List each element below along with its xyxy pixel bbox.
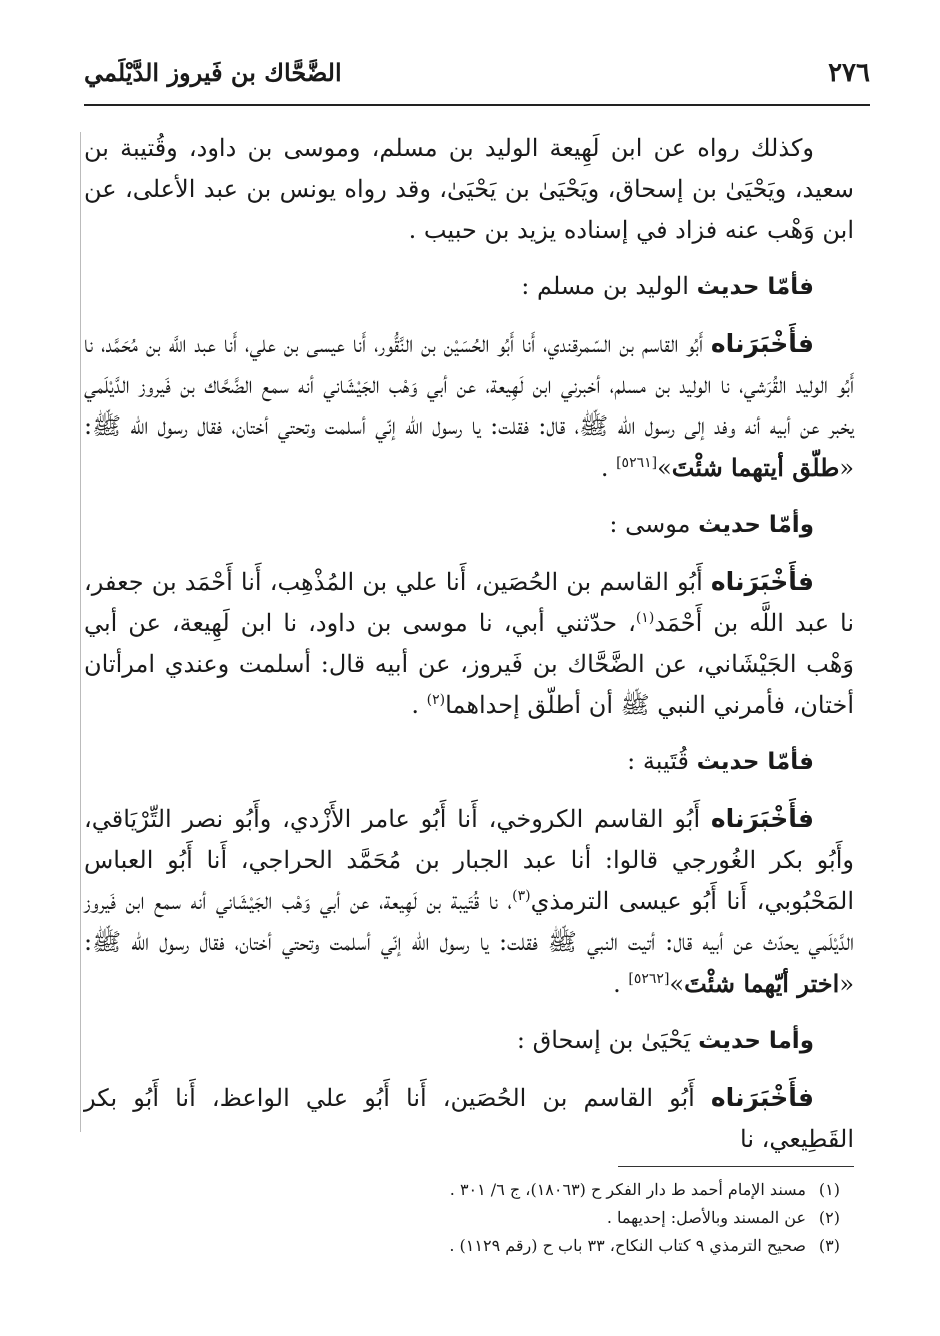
- isnad-text: أَبُو القاسم بن الحُصَين، أَنا أَبُو علي الواعظ، أَنا أَبُو بكر القَطِيعي، نا: [84, 1084, 854, 1153]
- footnote-ref-1[interactable]: (١): [635, 610, 655, 626]
- footnote-mark: (٢): [818, 1208, 840, 1227]
- heading-text: يَحْيَىٰ بن إسحاق :: [516, 1026, 699, 1054]
- page-number: ٢٧٦: [828, 58, 870, 88]
- running-title: الضَّحَّاك بن فَيروز الدَّيْلَمي: [84, 58, 342, 87]
- footnote-text: عن المسند وبالأصل: إحديهما .: [606, 1208, 806, 1227]
- isnad-keyword: فأَخْبَرَناه: [710, 567, 814, 596]
- quote-close: »: [657, 454, 672, 482]
- footnotes: [200, 1176, 840, 1260]
- paragraph-end: .: [411, 691, 427, 719]
- section-heading-yahya: [84, 1020, 854, 1062]
- footnote-text: مسند الإمام أحمد ط دار الفكر ح (١٨٠٦٣)، ج ٦/ ٣٠١ .: [449, 1180, 806, 1199]
- footnote-1: [200, 1176, 840, 1204]
- isnad-text: أَبُو القاسم بن الحُصَين، أَنا علي بن المُذْهِب، أَنا أَحْمَد بن جعفر، نا عبد اللَّه بن أَحْمَد: [84, 568, 854, 637]
- footnote-mark: (١): [818, 1180, 840, 1199]
- footnote-mark: (٣): [818, 1236, 840, 1255]
- margin-line: [80, 132, 81, 1132]
- footnote-3: [200, 1232, 840, 1260]
- isnad-text-continued: ، نا قُتَيبة بن لَهِيعة، عن أبي وَهْب الجَيْشَاني أنه سمع ابن فَيروز الدَّيْلَمي يحدّث عن أبيه قال: أتيت النبي ﷺ فقلت: يا رسول الله إنّي أسلمت وتحتي أختان، فقال رسول الله ﷺ: «: [84, 887, 854, 998]
- hadith-quote: طلّق أيتهما شئْتَ: [671, 453, 840, 482]
- footnote-ref-2[interactable]: (٢): [426, 692, 446, 708]
- paragraph-intro: وكذلك رواه عن ابن لَهِيعة الوليد بن مسلم، وموسى بن داود، وقُتيبة بن سعيد، ويَحْيَىٰ بن إسحاق، ويَحْيَىٰ بن يَحْيَىٰ، وقد رواه يونس بن عبد الأعلى، عن ابن وَهْب عنه فزاد في إسناده يزيد بن حبيب .: [84, 134, 855, 244]
- isnad-keyword: فأَخْبَرَناه: [710, 1083, 814, 1112]
- paragraph-walid: [84, 323, 854, 489]
- isnad-text-continued: ، حدّثني أبي، نا موسى بن داود، نا ابن لَهِيعة، عن أبي وَهْب الجَيْشَاني، عن الضَّحَّاك بن فَيروز، عن أبيه قال: أسلمت وعندي امرأتان أختان، فأمرني النبي ﷺ أن أطلّق إحداهما: [84, 609, 854, 719]
- page-header: [84, 52, 870, 98]
- footnote-2: [200, 1204, 840, 1232]
- section-heading-musa: [84, 504, 854, 546]
- hadith-ref: [٥٢٦١]: [616, 455, 658, 471]
- hadith-quote: اختر أيّهما شئْتَ: [684, 969, 840, 998]
- heading-text: قُتَيبة :: [627, 747, 697, 775]
- isnad-text: أَبُو القاسم الكروخي، أَنا أَبُو عامر الأَزْدي، وأَبُو نصر التِّرْيَاقي، وأَبُو بكر الغُورجي قالوا: أنا عبد الجبار بن مُحَمَّد الحراجي، أَنا أَبُو العباس المَحْبُوبي، أَنا أَبُو عيسى الترمذي: [84, 805, 854, 915]
- main-text: [84, 128, 854, 1160]
- header-rule: [84, 104, 870, 106]
- heading-text: موسى :: [609, 510, 699, 538]
- heading-keyword: وأما حديث: [698, 1028, 814, 1054]
- footnote-rule: [618, 1166, 854, 1167]
- heading-keyword: فأمّا حديث: [696, 274, 814, 300]
- section-heading-qutayba: [84, 741, 854, 783]
- paragraph-musa: [84, 561, 854, 726]
- paragraph-yahya: [84, 1077, 854, 1160]
- heading-text: الوليد بن مسلم :: [521, 272, 697, 300]
- hadith-ref: [٥٢٦٢]: [628, 971, 670, 987]
- quote-close: »: [669, 970, 685, 998]
- footnote-text: صحيح الترمذي ٩ كتاب النكاح، ٣٣ باب ح (رقم ١١٢٩) .: [449, 1236, 806, 1255]
- heading-keyword: وأمّا حديث: [698, 512, 814, 538]
- paragraph-qutayba: [84, 798, 854, 1005]
- section-heading-walid: [84, 266, 854, 308]
- paragraph-end: .: [613, 970, 629, 998]
- heading-keyword: فأمّا حديث: [696, 749, 814, 775]
- footnote-ref-3[interactable]: (٣): [512, 888, 531, 904]
- paragraph-end: .: [600, 454, 617, 482]
- isnad-text: أَبُو القاسم بن السّمرقندي، أَنا أَبُو الحُسَيْن بن النَّقُّور، أَنا عيسى بن علي، أَنا عبد اللَّه بن مُحَمَّد، نا أَبُو الوليد القُرَشي، نا الوليد بن مسلم، أخبرني ابن لَهِيعة، عن أبي وَهْب الجَيْشَاني أنه سمع الضَّحَّاك بن فَيروز الدَّيْلَمي يخبر عن أبيه أنه وفد إلى رسول الله ﷺ، قال: فقلت: يا رسول الله إنّي أسلمت وتحتي أختان، فقال رسول الله ﷺ: «: [84, 330, 854, 482]
- isnad-keyword: فأَخْبَرَناه: [710, 329, 814, 358]
- isnad-keyword: فأَخْبَرَناه: [710, 804, 814, 833]
